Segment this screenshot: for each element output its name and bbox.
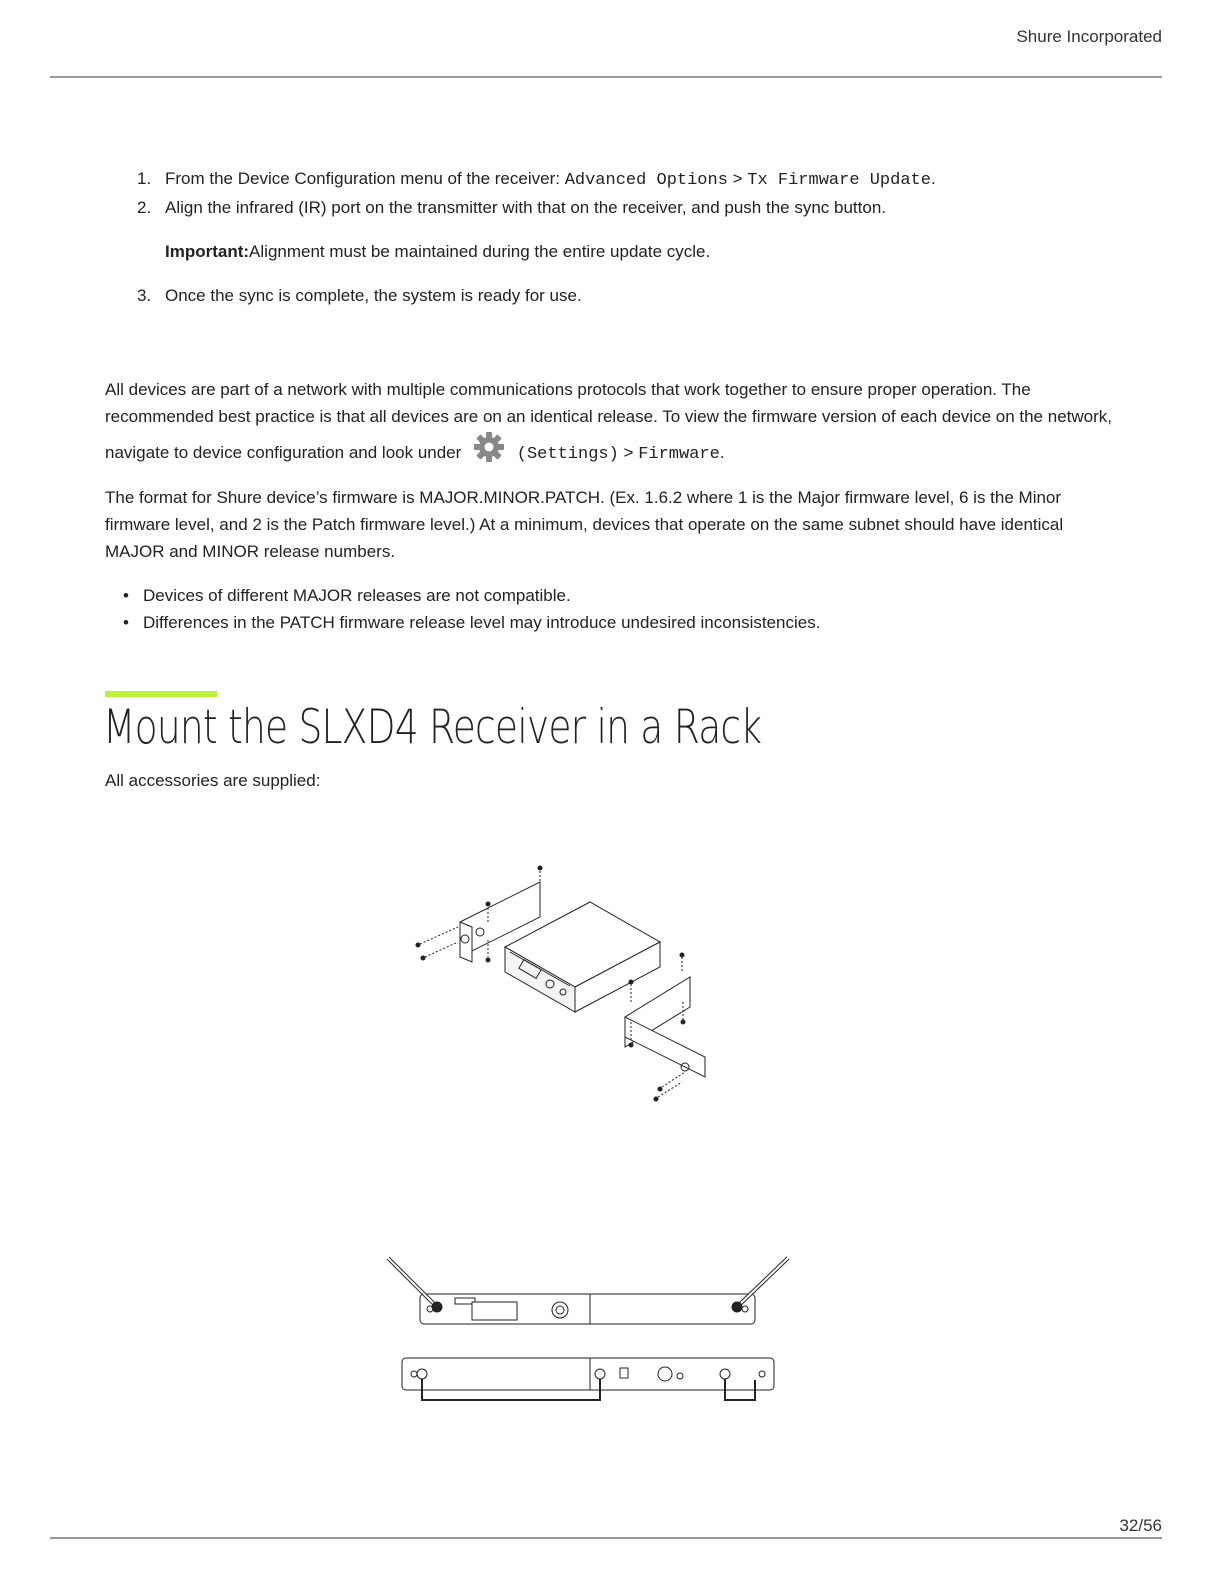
footer-divider [50,1537,1162,1539]
step-end: . [930,169,936,188]
step-text: Align the infrared (IR) port on the transmitter with that on the receiver, and push the sync button. [165,198,886,217]
step-text: From the Device Configuration menu of the receiver: [165,169,565,188]
step-text: Once the sync is complete, the system is ready for use. [165,286,582,305]
rack-mount-exploded-illustration [400,862,730,1117]
important-note [105,238,1115,265]
important-text: Alignment must be maintained during the entire update cycle. [249,242,711,261]
step-number: 2. [137,198,152,217]
bullet-text: Devices of different MAJOR releases are not compatible. [143,586,571,605]
bullet-text: Differences in the PATCH firmware release level may introduce undesired inconsistencies. [143,613,821,632]
paragraph-end: . [719,443,725,462]
header-divider [50,76,1162,78]
firmware-compat-paragraph [105,376,1115,468]
paragraph-text: All devices are part of a network with multiple communications protocols that work together to ensure proper operation. The recommended best practice is that all devices are on an identical release. To view the firmware version of each device on the network, navigate to device configuration and look under [105,380,1112,462]
header-company: Shure Incorporated [1016,27,1162,46]
rack-front-back-illustration [380,1250,800,1415]
menu-separator: > [727,169,748,188]
list-item: • Differences in the PATCH firmware release level may introduce undesired inconsistencies. [123,613,821,632]
step-number: 1. [137,169,152,188]
important-label: Important: [165,242,250,261]
menu-path-advanced-options: Advanced Options [564,171,728,190]
menu-path-tx-firmware-update: Tx Firmware Update [747,171,931,190]
list-item: • Devices of different MAJOR releases are not compatible. [123,586,571,605]
path-separator: > [618,443,639,462]
update-steps [105,165,1115,309]
step-number: 3. [137,286,152,305]
step-1 [105,165,1115,194]
accessories-text: All accessories are supplied: [105,771,321,790]
firmware-path: Firmware [638,445,720,464]
page-number: 32/56 [1119,1516,1162,1535]
section-accent-bar [105,691,217,697]
compat-bullet-list [105,582,1115,636]
settings-path: (Settings) [516,445,619,464]
step-2 [105,194,1115,221]
step-3 [105,282,1115,309]
gear-icon [472,430,506,464]
section-title: Mount the SLXD4 Receiver in a Rack [103,700,762,755]
firmware-format-paragraph: The format for Shure device’s firmware is MAJOR.MINOR.PATCH. (Ex. 1.6.2 where 1 is the Major firmware level, 6 is the Minor firmware level, and 2 is the Patch firmware level.) At a minimum, devices that operate on the same subnet should have identical MAJOR and MINOR release numbers. [105,488,1064,561]
